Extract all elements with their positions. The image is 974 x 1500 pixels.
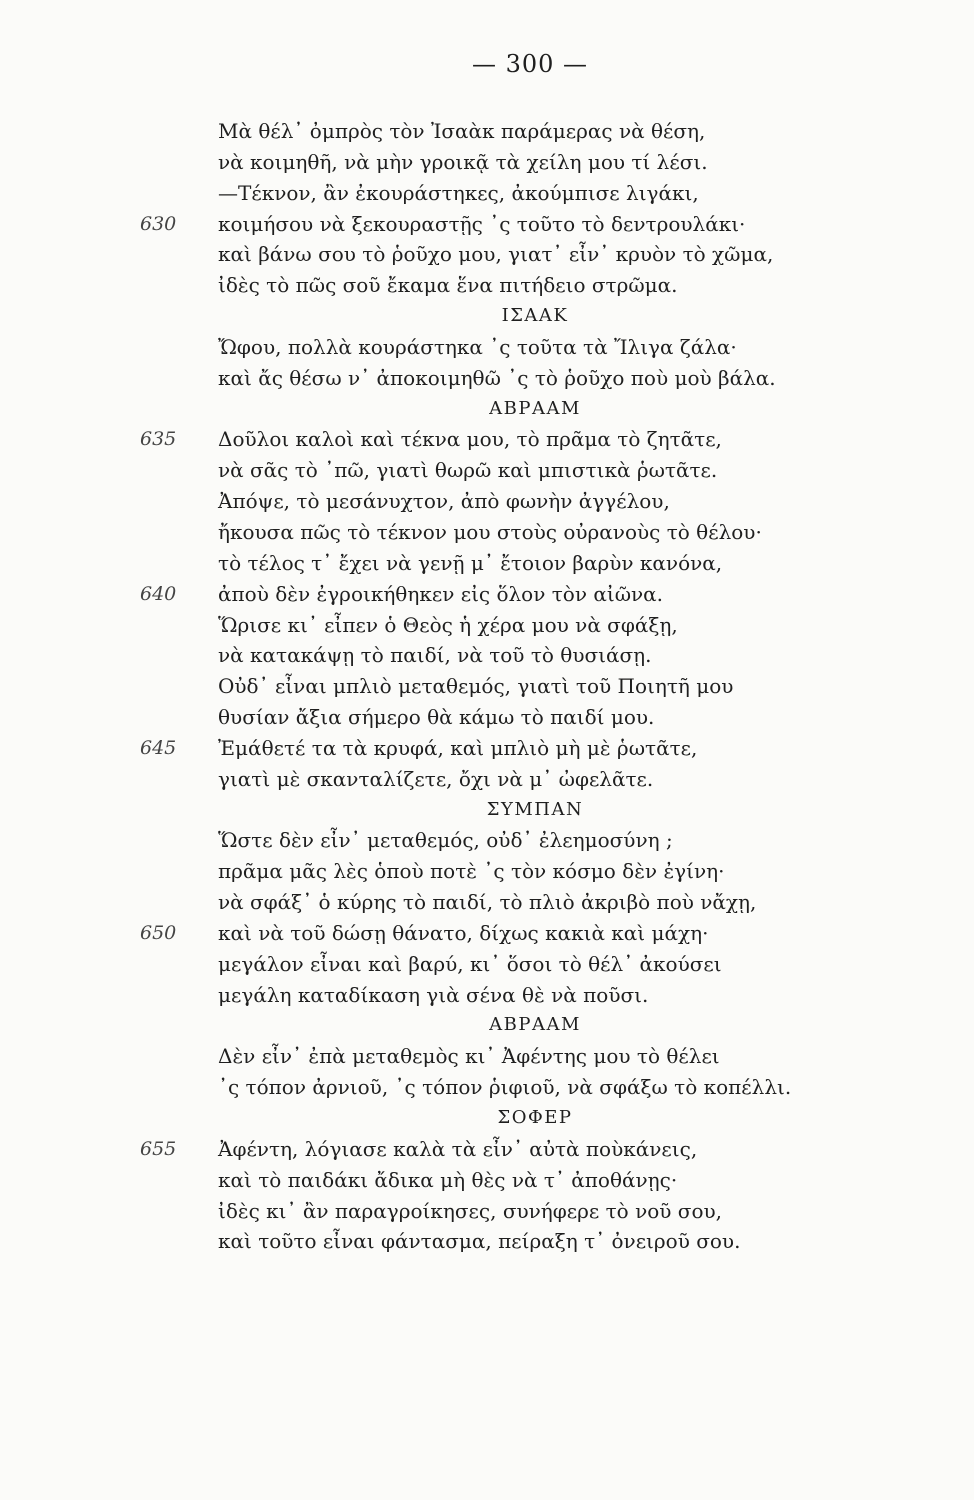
verse-text: Ὥρισε κι᾿ εἶπεν ὁ Θεὸς ἡ χέρα μου νὰ σφάξῃ, [218,612,678,637]
verse-line [0,147,974,178]
verse-line [0,1226,974,1257]
verse-text: ἰδὲς τὸ πῶς σοῦ ἔκαμα ἕνα πιτήδειο στρῶμα. [218,273,678,298]
verse-line [0,610,974,641]
verse-text: νὰ κατακάψῃ τὸ παιδί, νὰ τοῦ τὸ θυσιάσῃ. [218,643,652,668]
speaker-label: ΑΒΡΑΑΜ [489,397,581,419]
verse-text: ᾿ς τόπον ἀρνιοῦ, ᾿ς τόπον ῥιφιοῦ, νὰ σφάξω τὸ κοπέλλι. [218,1075,792,1100]
verse-line [0,209,974,240]
verse-text: —Τέκνον, ἂν ἐκουράστηκες, ἀκούμπισε λιγάκι, [218,180,699,205]
verse-line [0,270,974,301]
verse-text: νὰ σᾶς τὸ ᾿πῶ, γιατὶ θωρῶ καὶ μπιστικὰ ῥωτᾶτε. [218,458,718,483]
speaker-label: ΣΟΦΕΡ [497,1107,573,1128]
speaker-label: ΑΒΡΑΑΜ [489,1014,581,1036]
verse-text: ἤκουσα πῶς τὸ τέκνον μου στοὺς οὐρανοὺς τὸ θέλου· [218,519,762,544]
verse-text: Ἀπόψε, τὸ μεσάνυχτον, ἀπὸ φωνὴν ἀγγέλου, [218,489,670,514]
verse-line [0,517,974,548]
line-number: 635 [140,428,177,451]
verse-text: Ὥστε δὲν εἶν᾿ μεταθεμός, οὐδ᾿ ἐλεημοσύνη ; [218,828,673,853]
verse-line [0,856,974,887]
speaker-name [0,394,974,425]
verse-text: Δοῦλοι καλοὶ καὶ τέκνα μου, τὸ πρᾶμα τὸ ζητᾶτε, [218,427,722,452]
verse-line [0,1134,974,1165]
verse-line [0,671,974,702]
poem-text [0,116,974,1257]
verse-text: ἰδὲς κι᾿ ἂν παραγροίκησες, συνήφερε τὸ νοῦ σου, [218,1198,722,1223]
verse-line [0,1072,974,1103]
verse-text: Ἀφέντη, λόγιασε καλὰ τὰ εἶν᾿ αὐτὰ ποὺκάνεις, [218,1136,698,1161]
verse-line [0,949,974,980]
verse-line [0,640,974,671]
verse-text: Δὲν εἶν᾿ ἐπὰ μεταθεμὸς κι᾿ Ἀφέντης μου τὸ θέλει [218,1044,720,1069]
verse-line [0,548,974,579]
verse-line [0,764,974,795]
line-number: 630 [140,212,177,235]
line-number: 640 [140,582,177,605]
page-number: — 300 — [471,50,589,78]
verse-line [0,887,974,918]
verse-text: νὰ κοιμηθῆ, νὰ μὴν γροικᾷ τὰ χείλη μου τί λέσι. [218,149,708,174]
verse-line [0,363,974,394]
speaker-name [0,1103,974,1134]
verse-text: γιατὶ μὲ σκανταλίζετε, ὄχι νὰ μ᾿ ὠφελᾶτε. [218,766,654,791]
verse-line [0,424,974,455]
verse-text: μεγάλον εἶναι καὶ βαρύ, κι᾿ ὅσοι τὸ θέλ᾿ ἀκούσει [218,951,722,976]
speaker-name [0,795,974,826]
verse-line [0,332,974,363]
line-number: 655 [140,1137,177,1160]
verse-text: θυσίαν ἄξια σήμερο θὰ κάμω τὸ παιδί μου. [218,705,655,730]
verse-line [0,178,974,209]
verse-line [0,733,974,764]
verse-text: πρᾶμα μᾶς λὲς ὁποὺ ποτὲ ᾿ς τὸν κόσμο δὲν ἐγίνη· [218,859,725,884]
verse-line [0,980,974,1011]
verse-line [0,579,974,610]
speaker-name [0,301,974,332]
verse-text: Ἐμάθετέ τα τὰ κρυφά, καὶ μπλιὸ μὴ μὲ ῥωτᾶτε, [218,735,698,760]
verse-text: τὸ τέλος τ᾿ ἔχει νὰ γενῇ μ᾿ ἔτοιον βαρὺν κανόνα, [218,550,723,575]
verse-line [0,1041,974,1072]
verse-text: καὶ ἄς θέσω ν᾿ ἀποκοιμηθῶ ᾿ς τὸ ῥοῦχο ποὺ μοὺ βάλα. [218,365,776,390]
verse-line [0,1196,974,1227]
verse-text: καὶ τὸ παιδάκι ἄδικα μὴ θὲς νὰ τ᾿ ἀποθάνῃς· [218,1167,678,1192]
verse-text: κοιμήσου νὰ ξεκουραστῇς ᾿ς τοῦτο τὸ δεντρουλάκι· [218,211,746,236]
verse-text: μεγάλη καταδίκαση γιὰ σένα θὲ νὰ ποῦσι. [218,982,649,1007]
line-number: 645 [140,736,177,759]
verse-text: νὰ σφάξ᾿ ὁ κύρης τὸ παιδί, τὸ πλιὸ ἀκριβὸ ποὺ νἄχῃ, [218,890,757,915]
verse-line [0,455,974,486]
verse-text: ἀποὺ δὲν ἐγροικήθηκεν εἰς ὅλον τὸν αἰῶνα. [218,581,664,606]
verse-line [0,702,974,733]
verse-line [0,486,974,517]
verse-text: Οὐδ᾿ εἶναι μπλιὸ μεταθεμός, γιατὶ τοῦ Ποιητῆ μου [218,674,734,699]
verse-line [0,825,974,856]
verse-text: Μὰ θέλ᾿ ὀμπρὸς τὸν Ἰσαὰκ παράμερας νὰ θέση, [218,119,706,143]
verse-text: καὶ τοῦτο εἶναι φάντασμα, πείραξη τ᾿ ὀνειροῦ σου. [218,1229,741,1254]
line-number: 650 [140,921,177,944]
verse-text: Ὤφου, πολλὰ κουράστηκα ᾿ς τοῦτα τὰ Ἴλιγα ζάλα· [218,334,737,359]
speaker-label: ΙΣΑΑΚ [501,305,569,327]
verse-line [0,239,974,270]
verse-line [0,1165,974,1196]
speaker-name [0,1010,974,1041]
verse-text: καὶ νὰ τοῦ δώσῃ θάνατο, δίχως κακιὰ καὶ μάχη· [218,920,709,945]
verse-line [0,918,974,949]
verse-line [0,116,974,147]
verse-text: καὶ βάνω σου τὸ ῥοῦχο μου, γιατ᾿ εἶν᾿ κρυὸν τὸ χῶμα, [218,242,774,267]
speaker-label: ΣΥΜΠΑΝ [486,798,584,820]
